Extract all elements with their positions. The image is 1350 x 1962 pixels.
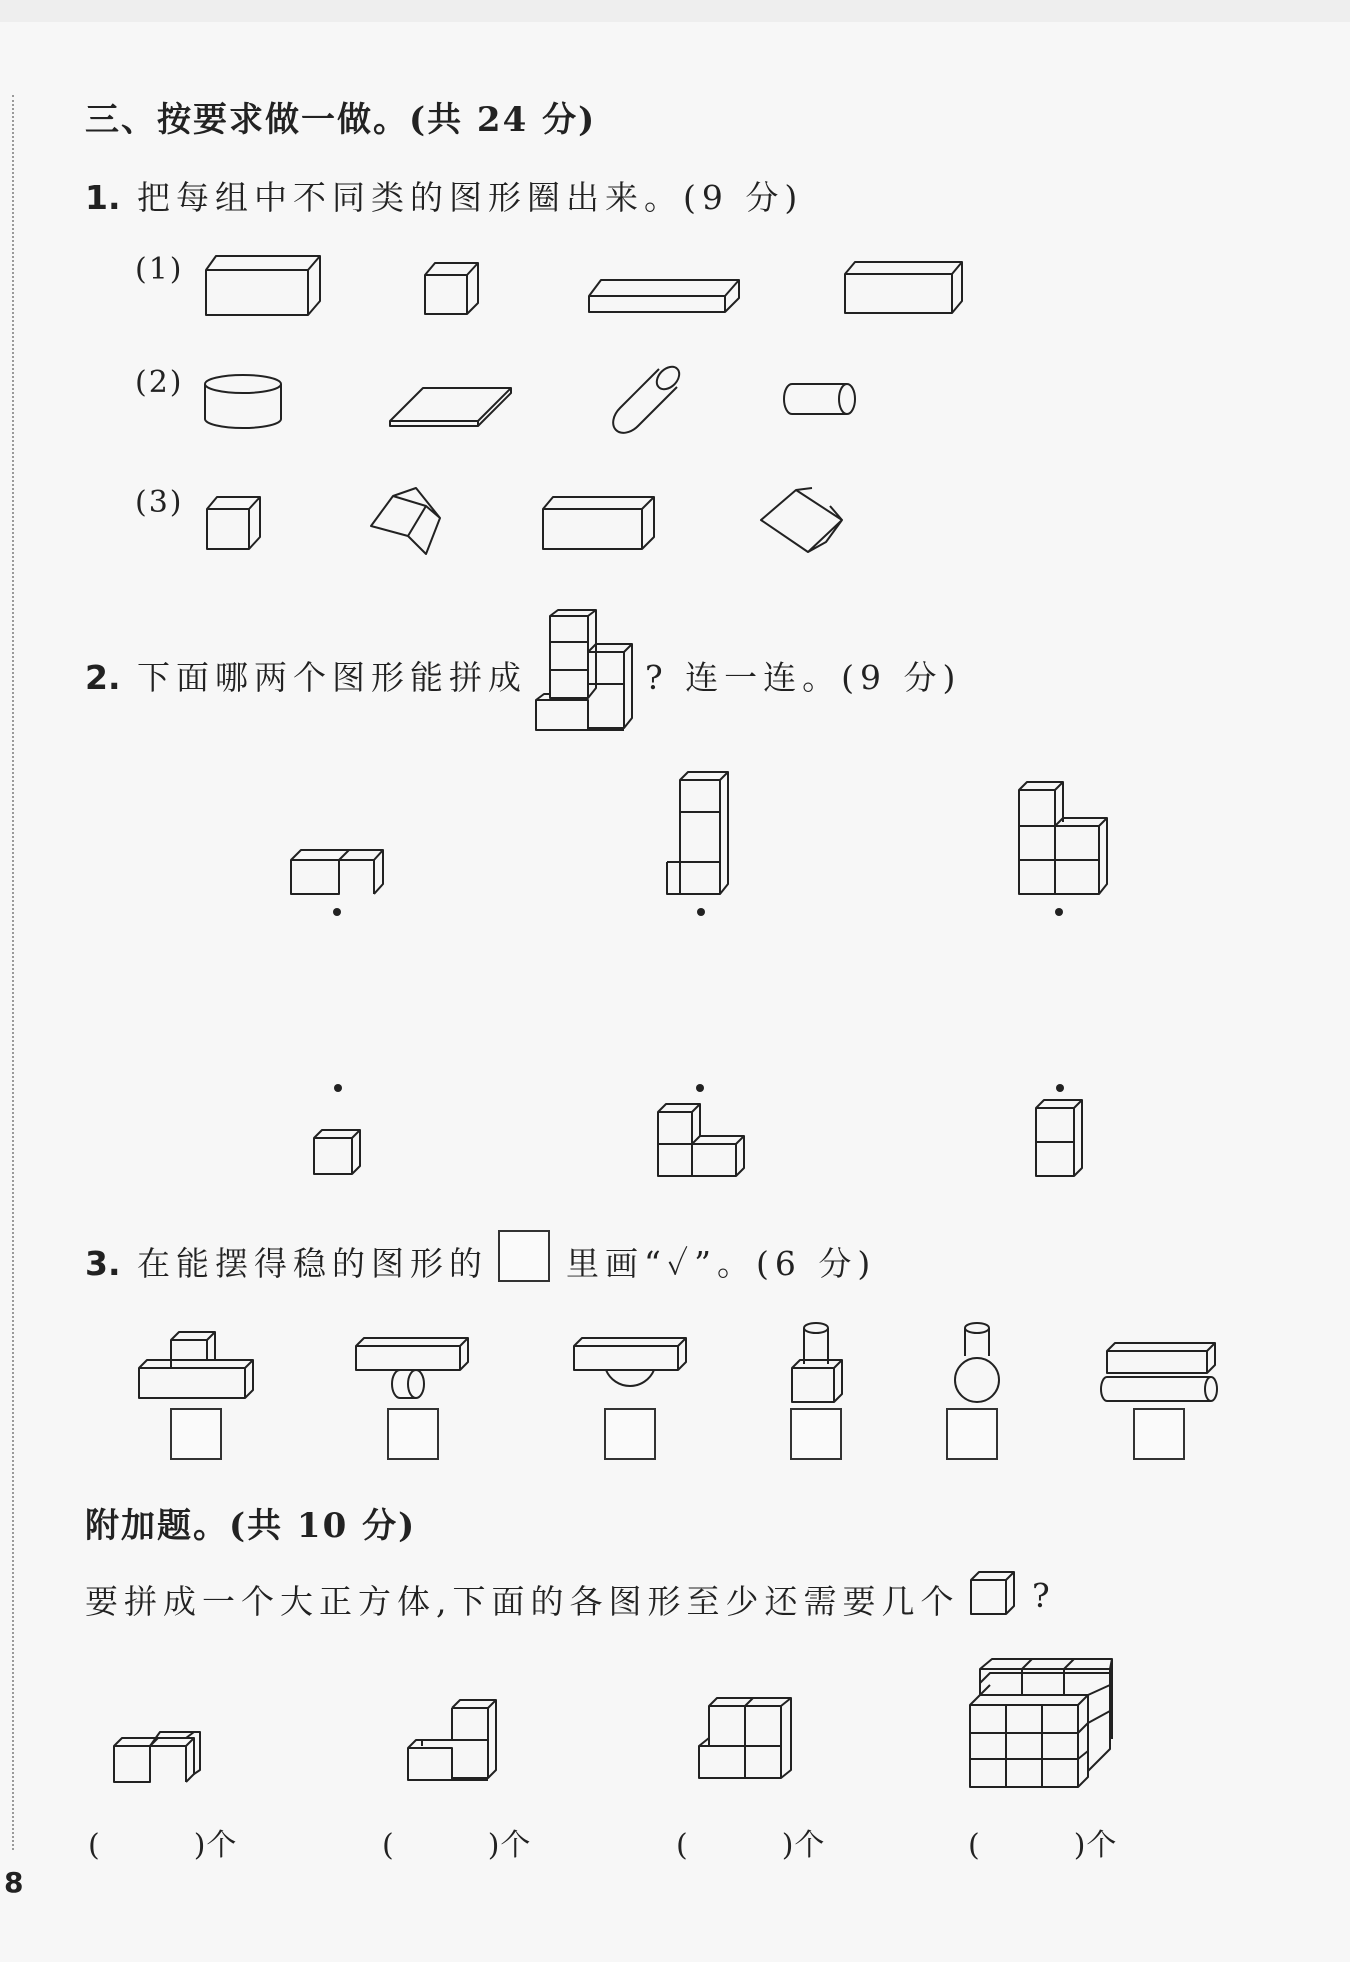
q1-group-label: (1) (135, 252, 184, 287)
two-cube-piece[interactable] (287, 840, 387, 920)
q1-line (85, 172, 803, 219)
cuboid-figure[interactable] (200, 250, 325, 320)
q3-line-after: 里画“✓”。(6 分) (566, 1244, 877, 1283)
q2-text-before: 下面哪两个图形能拼成 (137, 658, 527, 697)
cuboid-figure[interactable] (538, 492, 663, 554)
q1-number: 1. (85, 178, 121, 217)
single-cube-piece[interactable] (310, 1078, 380, 1183)
long-cuboid-figure[interactable] (585, 276, 745, 316)
bonus-question-after: ? (1032, 1576, 1056, 1615)
q3-answer-box-6[interactable] (1133, 1408, 1185, 1460)
cube-figure[interactable] (202, 492, 272, 554)
page-top-shade (0, 0, 1350, 22)
q3-answer-box-4[interactable] (790, 1408, 842, 1460)
answer-blank[interactable]: ( )个 (968, 1828, 1118, 1863)
bonus-figure-2 (400, 1690, 510, 1790)
cube-figure[interactable] (420, 258, 490, 318)
answer-blank[interactable]: ( )个 (382, 1828, 532, 1863)
cylinder-figure[interactable] (200, 372, 290, 432)
q3-answer-box-1[interactable] (170, 1408, 222, 1460)
beam-on-cylinder-shape (352, 1330, 477, 1410)
q1-group-label: (3) (135, 485, 184, 520)
q1-group-label: (2) (135, 365, 184, 400)
page-number: 8 (4, 1866, 24, 1899)
beam-on-log-shape (1095, 1335, 1225, 1405)
q3-line-before (85, 1238, 488, 1285)
q3-number: 3. (85, 1244, 121, 1283)
q2-line-before (85, 652, 527, 699)
q2-number: 2. (85, 658, 121, 697)
cuboid-figure[interactable] (840, 257, 970, 317)
answer-blank[interactable]: ( )个 (88, 1828, 238, 1863)
stacked-blocks-shape (135, 1326, 260, 1406)
bottle-on-ball-shape (943, 1318, 1013, 1410)
rotated-cube-figure[interactable] (368, 484, 443, 564)
q1-text: 把每组中不同类的图形圈出来。(9 分) (137, 178, 804, 217)
three-cube-l-piece[interactable] (652, 1078, 752, 1183)
checkbox-sample-icon (498, 1230, 550, 1282)
lying-cylinder-figure[interactable] (780, 380, 860, 420)
five-cube-piece[interactable] (1015, 778, 1115, 923)
bonus-figure-3 (695, 1690, 805, 1790)
bonus-figure-1 (110, 1730, 220, 1790)
answer-blank[interactable]: ( )个 (676, 1828, 826, 1863)
bonus-figure-4 (962, 1655, 1122, 1795)
tilted-cylinder-figure[interactable] (612, 362, 687, 442)
q3-answer-box-3[interactable] (604, 1408, 656, 1460)
tilted-cuboid-figure[interactable] (758, 486, 848, 556)
q3-text-before: 在能摆得稳的图形的 (137, 1244, 488, 1283)
three-tall-piece[interactable] (665, 770, 745, 920)
target-shape-figure (532, 608, 632, 736)
bonus-question-before: 要拼成一个大正方体,下面的各图形至少还需要几个 (85, 1582, 960, 1621)
beam-on-ball-shape (570, 1330, 695, 1410)
flat-board-figure[interactable] (385, 380, 515, 430)
q2-line-after: ? 连一连。(9 分) (645, 658, 962, 697)
section-title: 三、按要求做一做。(共 24 分) (85, 100, 597, 140)
small-cube-icon (968, 1568, 1024, 1620)
binding-dotted-line (12, 95, 14, 1850)
two-stacked-piece[interactable] (1032, 1078, 1102, 1183)
bonus-title: 附加题。(共 10 分) (85, 1506, 417, 1546)
cylinder-on-cube-shape (788, 1318, 848, 1410)
q3-answer-box-5[interactable] (946, 1408, 998, 1460)
q3-answer-box-2[interactable] (387, 1408, 439, 1460)
